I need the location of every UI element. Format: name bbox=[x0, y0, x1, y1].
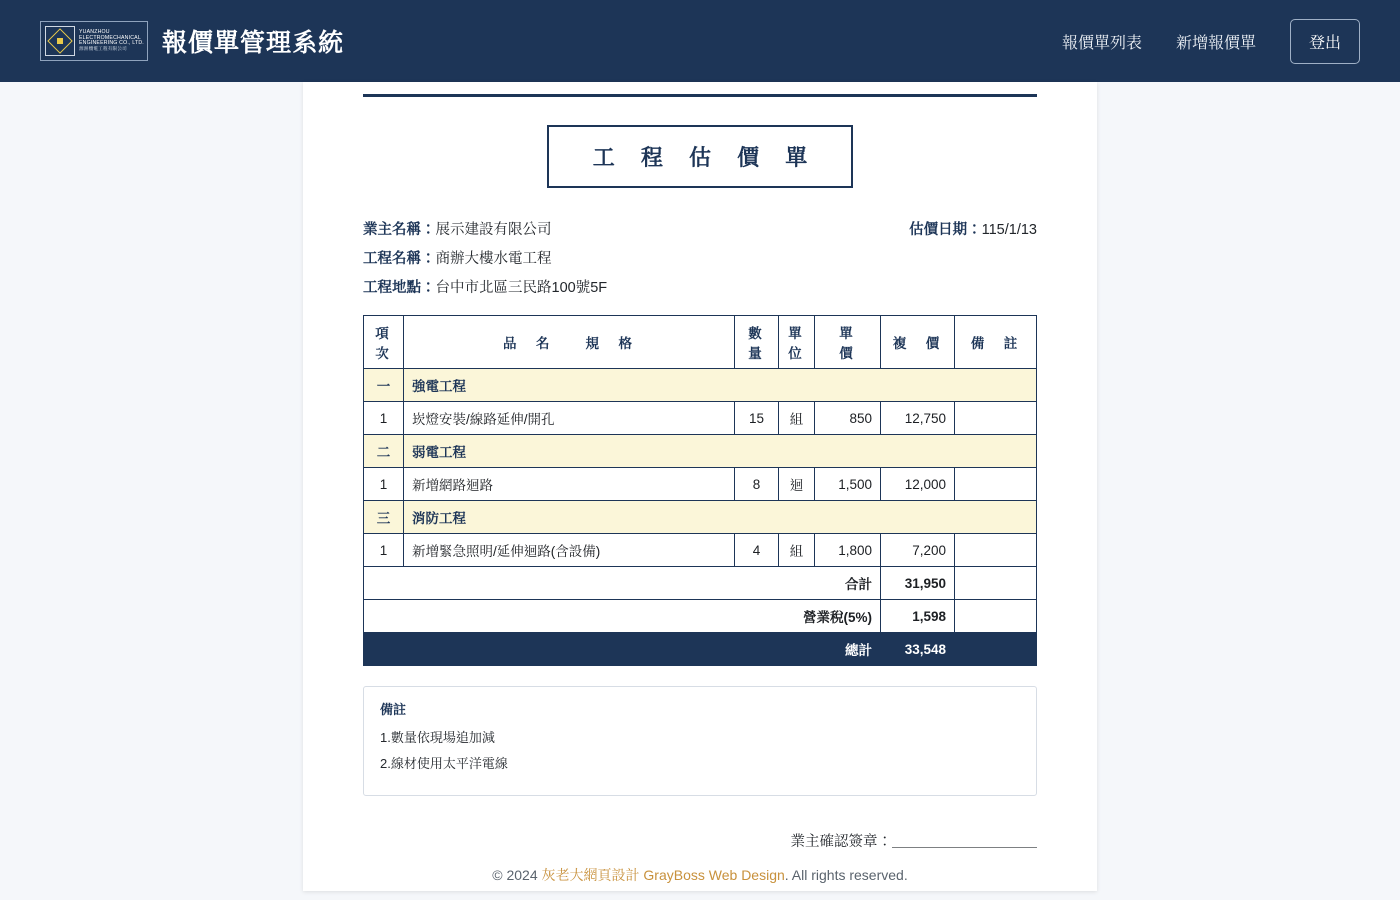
logo-emblem-icon bbox=[45, 26, 75, 56]
row-price: 850 bbox=[815, 402, 881, 435]
doc-title-wrap bbox=[363, 125, 1037, 188]
row-name: 新增緊急照明/延伸迴路(含設備) bbox=[404, 534, 735, 567]
document-meta bbox=[363, 218, 1037, 297]
site-value: 台中市北區三民路100號5F bbox=[435, 280, 608, 296]
logo-line-2: ELECTROMECHANICAL bbox=[79, 34, 141, 41]
quotation-sheet bbox=[303, 82, 1097, 891]
group-index: 一 bbox=[364, 369, 404, 402]
remarks-box bbox=[363, 686, 1037, 796]
footer bbox=[0, 865, 1400, 885]
group-index: 二 bbox=[364, 435, 404, 468]
nav-item-new-quote[interactable]: 新增報價單 bbox=[1175, 34, 1256, 52]
summary-note bbox=[955, 567, 1037, 600]
summary-label: 營業稅(5%) bbox=[364, 600, 881, 633]
sheet-top-rule bbox=[363, 94, 1037, 97]
row-price: 1,500 bbox=[815, 468, 881, 501]
header-index: 項次 bbox=[364, 316, 404, 369]
group-name: 弱電工程 bbox=[404, 435, 1037, 468]
top-navbar bbox=[0, 0, 1400, 82]
header-price: 單 價 bbox=[815, 316, 881, 369]
page-body bbox=[0, 82, 1400, 900]
row-unit: 迴 bbox=[779, 468, 815, 501]
company-logo bbox=[40, 21, 148, 61]
site-title: 報價單管理系統 bbox=[162, 29, 345, 57]
quote-date-label: 估價日期： bbox=[909, 222, 982, 238]
signature-line: 業主確認簽章：＿＿＿＿＿＿＿＿＿＿ bbox=[790, 834, 1037, 850]
table-group-row bbox=[364, 435, 1037, 468]
table-group-row bbox=[364, 501, 1037, 534]
footer-link[interactable]: 灰老大網頁設計 GrayBoss Web Design bbox=[541, 867, 785, 883]
logo-line-4: 源洲機電工程有限公司 bbox=[79, 45, 127, 51]
table-row bbox=[364, 468, 1037, 501]
table-group-row bbox=[364, 369, 1037, 402]
group-name: 消防工程 bbox=[404, 501, 1037, 534]
table-header-row bbox=[364, 316, 1037, 369]
quotation-table bbox=[363, 315, 1037, 666]
owner-label: 業主名稱： bbox=[363, 222, 436, 238]
remarks-line-1: 1.數量依現場追加減 bbox=[380, 730, 495, 745]
header-qty: 數量 bbox=[735, 316, 779, 369]
site-row bbox=[363, 276, 1037, 297]
logo-line-1: YUANZHOU bbox=[79, 29, 110, 36]
row-note bbox=[955, 468, 1037, 501]
document-title: 工 程 估 價 單 bbox=[547, 125, 853, 188]
summary-value: 31,950 bbox=[881, 567, 955, 600]
nav-item-quote-list[interactable]: 報價單列表 bbox=[1061, 34, 1142, 52]
summary-value: 33,548 bbox=[881, 633, 955, 666]
row-qty: 8 bbox=[735, 468, 779, 501]
row-amount: 7,200 bbox=[881, 534, 955, 567]
row-qty: 15 bbox=[735, 402, 779, 435]
table-row bbox=[364, 402, 1037, 435]
footer-suffix: . All rights reserved. bbox=[784, 867, 908, 883]
summary-note bbox=[955, 633, 1037, 666]
row-note bbox=[955, 402, 1037, 435]
row-index: 1 bbox=[364, 402, 404, 435]
row-price: 1,800 bbox=[815, 534, 881, 567]
project-value: 商辦大樓水電工程 bbox=[435, 251, 552, 267]
table-summary-row bbox=[364, 600, 1037, 633]
brand[interactable] bbox=[40, 21, 344, 61]
row-unit: 組 bbox=[779, 402, 815, 435]
header-amount: 複 價 bbox=[881, 316, 955, 369]
logo-wordmark bbox=[79, 30, 144, 51]
row-index: 1 bbox=[364, 534, 404, 567]
row-name: 崁燈安裝/線路延伸/開孔 bbox=[404, 402, 735, 435]
table-row bbox=[364, 534, 1037, 567]
remarks-line-2: 2.線材使用太平洋電線 bbox=[380, 756, 508, 771]
summary-label: 合計 bbox=[364, 567, 881, 600]
nav-links bbox=[1062, 19, 1360, 64]
summary-note bbox=[955, 600, 1037, 633]
header-unit: 單位 bbox=[779, 316, 815, 369]
row-unit: 組 bbox=[779, 534, 815, 567]
summary-value: 1,598 bbox=[881, 600, 955, 633]
quote-date bbox=[909, 218, 1037, 239]
group-name: 強電工程 bbox=[404, 369, 1037, 402]
project-label: 工程名稱： bbox=[363, 251, 436, 267]
table-total-row bbox=[364, 633, 1037, 666]
footer-prefix: © 2024 bbox=[492, 867, 542, 883]
quote-date-value: 115/1/13 bbox=[981, 222, 1037, 238]
row-note bbox=[955, 534, 1037, 567]
table-head bbox=[364, 316, 1037, 369]
group-index: 三 bbox=[364, 501, 404, 534]
remarks-title: 備註 bbox=[380, 702, 407, 717]
logo-line-3: ENGINEERING CO., LTD. bbox=[79, 40, 144, 47]
header-note: 備 註 bbox=[955, 316, 1037, 369]
summary-label: 總計 bbox=[364, 633, 881, 666]
row-name: 新增網路迴路 bbox=[404, 468, 735, 501]
row-qty: 4 bbox=[735, 534, 779, 567]
header-name: 品 名 規 格 bbox=[404, 316, 735, 369]
row-amount: 12,000 bbox=[881, 468, 955, 501]
row-index: 1 bbox=[364, 468, 404, 501]
row-amount: 12,750 bbox=[881, 402, 955, 435]
table-body bbox=[364, 369, 1037, 666]
owner-value: 展示建設有限公司 bbox=[435, 222, 552, 238]
project-row bbox=[363, 247, 1037, 268]
table-summary-row bbox=[364, 567, 1037, 600]
logout-button[interactable]: 登出 bbox=[1290, 19, 1360, 64]
site-label: 工程地點： bbox=[363, 280, 436, 296]
